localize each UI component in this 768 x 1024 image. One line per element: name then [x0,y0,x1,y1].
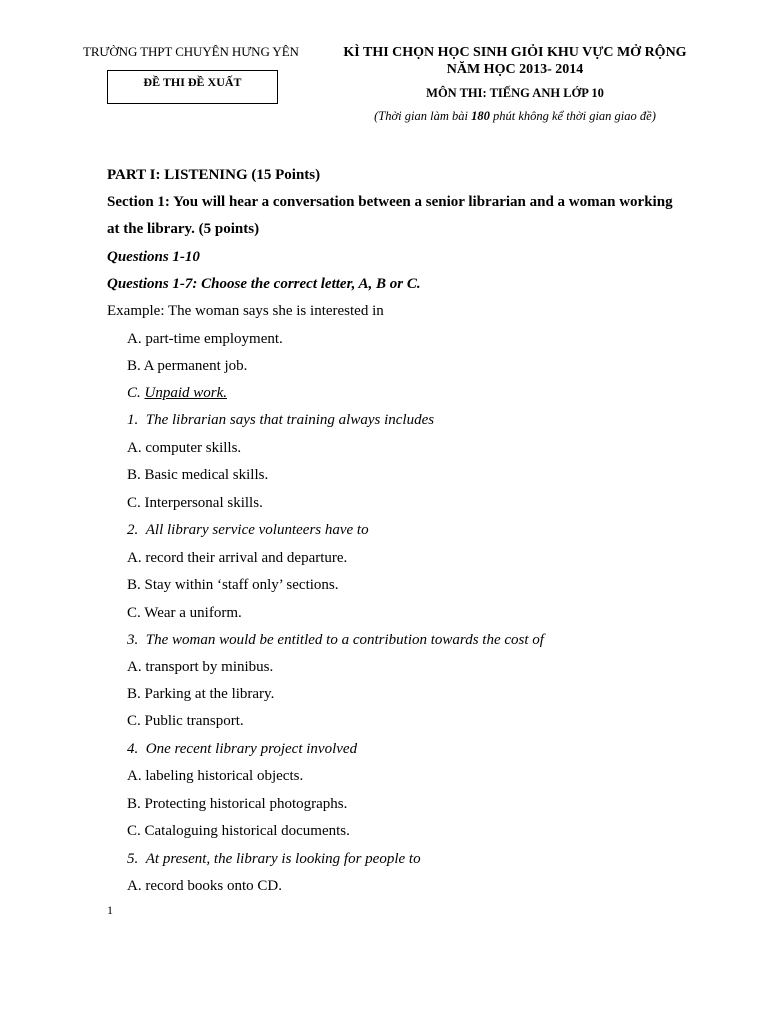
question-5-option-a: A. record books onto CD. [127,878,282,894]
question-number: 3. [127,632,139,648]
exam-subject: MÔN THI: TIẾNG ANH LỚP 10 [426,86,604,100]
question-text: All library service volunteers have to [145,522,369,538]
section-description-line2: at the library. (5 points) [107,221,260,237]
example-option-c-letter: C. [127,385,145,401]
time-minutes: 180 [471,109,490,123]
question-3-stem [127,631,544,649]
question-1-option-c: C. Interpersonal skills. [127,495,263,511]
questions-instruction: Questions 1-7: Choose the correct letter, A, B or C. [107,276,421,292]
exam-title-line2: NĂM HỌC 2013- 2014 [446,62,584,77]
part-title: PART I: LISTENING (15 Points) [107,167,321,183]
question-2-option-a: A. record their arrival and departure. [127,550,348,566]
question-4-option-c: C. Cataloguing historical documents. [127,823,350,839]
question-text: The librarian says that training always includes [145,412,435,428]
question-4-stem [127,740,357,758]
example-answer: Unpaid work. [144,385,228,401]
question-number: 5. [127,851,139,867]
question-text: At present, the library is looking for people to [145,851,421,867]
example-option-b: B. A permanent job. [127,358,248,374]
exam-title-line1: KÌ THI CHỌN HỌC SINH GIỎI KHU VỰC MỞ RỘNG [343,45,687,60]
question-number: 2. [127,522,139,538]
question-text: The woman would be entitled to a contribution towards the cost of [145,632,544,648]
example-option-a: A. part-time employment. [127,331,283,347]
question-text: One recent library project involved [145,741,358,757]
question-number: 1. [127,412,139,428]
questions-range: Questions 1-10 [107,249,200,265]
question-2-option-b: B. Stay within ‘staff only’ sections. [127,577,339,593]
section-description-line1: Section 1: You will hear a conversation between a senior librarian and a woman working [107,194,673,210]
time-suffix: phút không kể thời gian giao đề) [489,109,656,123]
question-4-option-b: B. Protecting historical photographs. [127,796,348,812]
question-2-option-c: C. Wear a uniform. [127,605,242,621]
question-2-stem [127,521,369,539]
page-number: 1 [107,903,113,917]
question-1-option-a: A. computer skills. [127,440,242,456]
question-3-option-a: A. transport by minibus. [127,659,274,675]
example-stem: Example: The woman says she is interested in [107,303,384,319]
proposed-exam-box [107,70,278,104]
example-option-c [127,384,227,402]
exam-time-note [326,109,704,124]
proposed-exam-label: ĐỀ THI ĐỀ XUẤT [143,75,242,89]
question-number: 4. [127,741,139,757]
school-name: TRƯỜNG THPT CHUYÊN HƯNG YÊN [83,44,299,59]
question-3-option-b: B. Parking at the library. [127,686,275,702]
question-4-option-a: A. labeling historical objects. [127,768,304,784]
question-3-option-c: C. Public transport. [127,713,244,729]
question-1-option-b: B. Basic medical skills. [127,467,269,483]
question-1-stem [127,411,434,429]
question-5-stem [127,850,421,868]
time-prefix: (Thời gian làm bài [374,109,472,123]
